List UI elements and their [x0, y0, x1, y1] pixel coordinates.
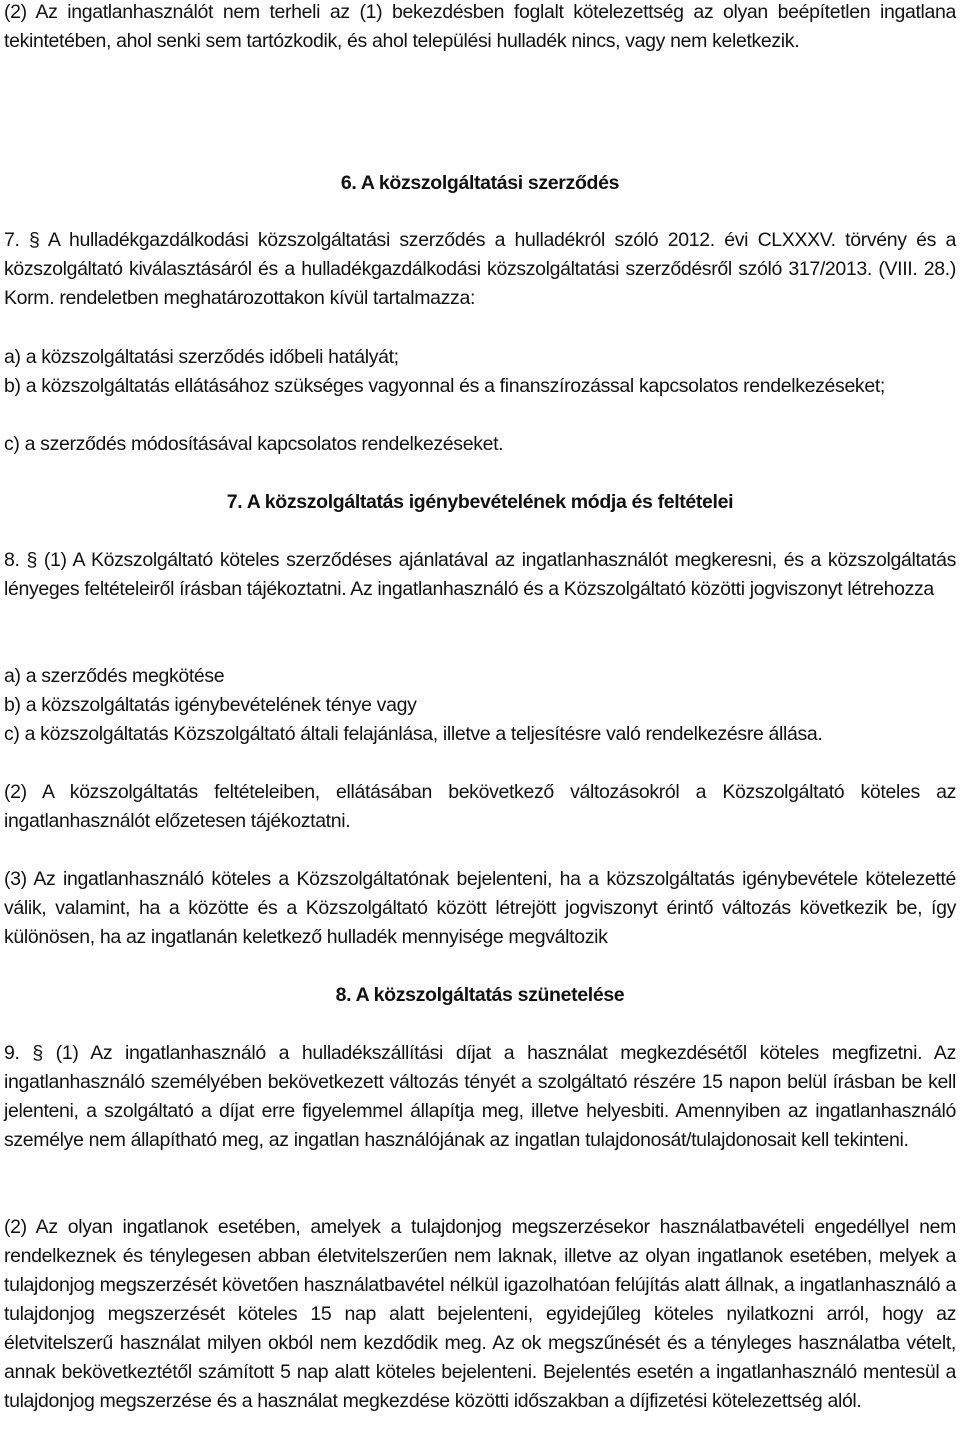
- section-heading-7: 7. A közszolgáltatás igénybevételének módja és feltételei: [226, 491, 734, 513]
- paragraph-7: 7. § A hulladékgazdálkodási közszolgáltatási szerződés a hulladékról szóló 2012. évi CLXXXV. törvény és a közszolgáltató kiválasztásáról és a hulladékgazdálkodási közszolgáltatási szerződésről szóló 317/2013. (VIII. 28.) Korm. rendeletben meghatározottakon kívül tartalmazza:: [4, 229, 956, 309]
- paragraph-8-3: (3) Az ingatlanhasználó köteles a Közszolgáltatónak bejelenteni, ha a közszolgáltatás igénybevétele kötelezetté válik, valamint, ha a közötte és a Közszolgáltató között létrejött jogviszonyt érintő változás következik be, így különösen, ha az ingatlanán keletkező hulladék mennyisége megváltozik: [4, 868, 956, 948]
- paragraph-8-b: b) a közszolgáltatás igénybevételének ténye vagy: [4, 694, 417, 716]
- paragraph-8-2: (2) A közszolgáltatás feltételeiben, ellátásában bekövetkező változásokról a Közszolgáltató köteles az ingatlanhasználót előzetesen tájékoztatni.: [4, 781, 956, 832]
- paragraph-9-1: 9. § (1) Az ingatlanhasználó a hulladékszállítási díjat a használat megkezdésétől köteles megfizetni. Az ingatlanhasználó személyében bekövetkezett változás tényét a szolgáltató részére 15 napon belül írásban be kell jelenteni, a szolgáltató a díjat erre figyelemmel állapítja meg, illetve helyesbiti. Amennyiben az ingatlanhasználó személye nem állapítható meg, az ingatlan használójának az ingatlan tulajdonosát/tulajdonosait kell tekinteni.: [4, 1042, 956, 1151]
- paragraph-7-b: b) a közszolgáltatás ellátásához szükséges vagyonnal és a finanszírozással kapcsolatos rendelkezéseket;: [4, 375, 885, 397]
- paragraph-5-2: (2) Az ingatlanhasználót nem terheli az (1) bekezdésben foglalt kötelezettség az olyan beépítetlen ingatlana tekintetében, ahol senki sem tartózkodik, és ahol települési hulladék nincs, vagy nem keletkezik.: [4, 1, 956, 52]
- paragraph-8-a: a) a szerződés megkötése: [4, 665, 225, 687]
- paragraph-8-c: c) a közszolgáltatás Közszolgáltató általi felajánlása, illetve a teljesítésre való rendelkezésre állása.: [4, 723, 823, 745]
- paragraph-7-c: c) a szerződés módosításával kapcsolatos rendelkezéseket.: [4, 433, 504, 455]
- paragraph-8-1: 8. § (1) A Közszolgáltató köteles szerződéses ajánlatával az ingatlanhasználót megkeresni, és a közszolgáltatás lényeges feltételeiről írásban tájékoztatni. Az ingatlanhasználó és a Közszolgáltató közötti jogviszonyt létrehozza: [4, 549, 956, 600]
- paragraph-7-a: a) a közszolgáltatási szerződés időbeli hatályát;: [4, 346, 399, 368]
- section-heading-6: 6. A közszolgáltatási szerződés: [340, 172, 620, 194]
- paragraph-9-2: (2) Az olyan ingatlanok esetében, amelyek a tulajdonjog megszerzésekor használatbavételi engedéllyel nem rendelkeznek és ténylegesen abban életvitelszerűen nem laknak, illetve az olyan ingatlanok esetében, melyek a tulajdonjog megszerzését követően használatbavétel nélkül igazolhatóan felújítás alatt állnak, a ingatlanhasználó a tulajdonjog megszerzését köteles 15 nap alatt bejelenteni, egyidejűleg köteles nyilatkozni arról, hogy az életvitelszerű használat milyen okból nem kezdődik meg. Az ok megszűnését és a tényleges használatba vételt, annak bekövetkeztétől számított 5 nap alatt köteles bejelenteni. Bejelentés esetén a ingatlanhasználó mentesül a tulajdonjog megszerzése és a használat megkezdése közötti időszakban a díjfizetési kötelezettség alól.: [4, 1216, 956, 1412]
- section-heading-8: 8. A közszolgáltatás szünetelése: [335, 984, 625, 1006]
